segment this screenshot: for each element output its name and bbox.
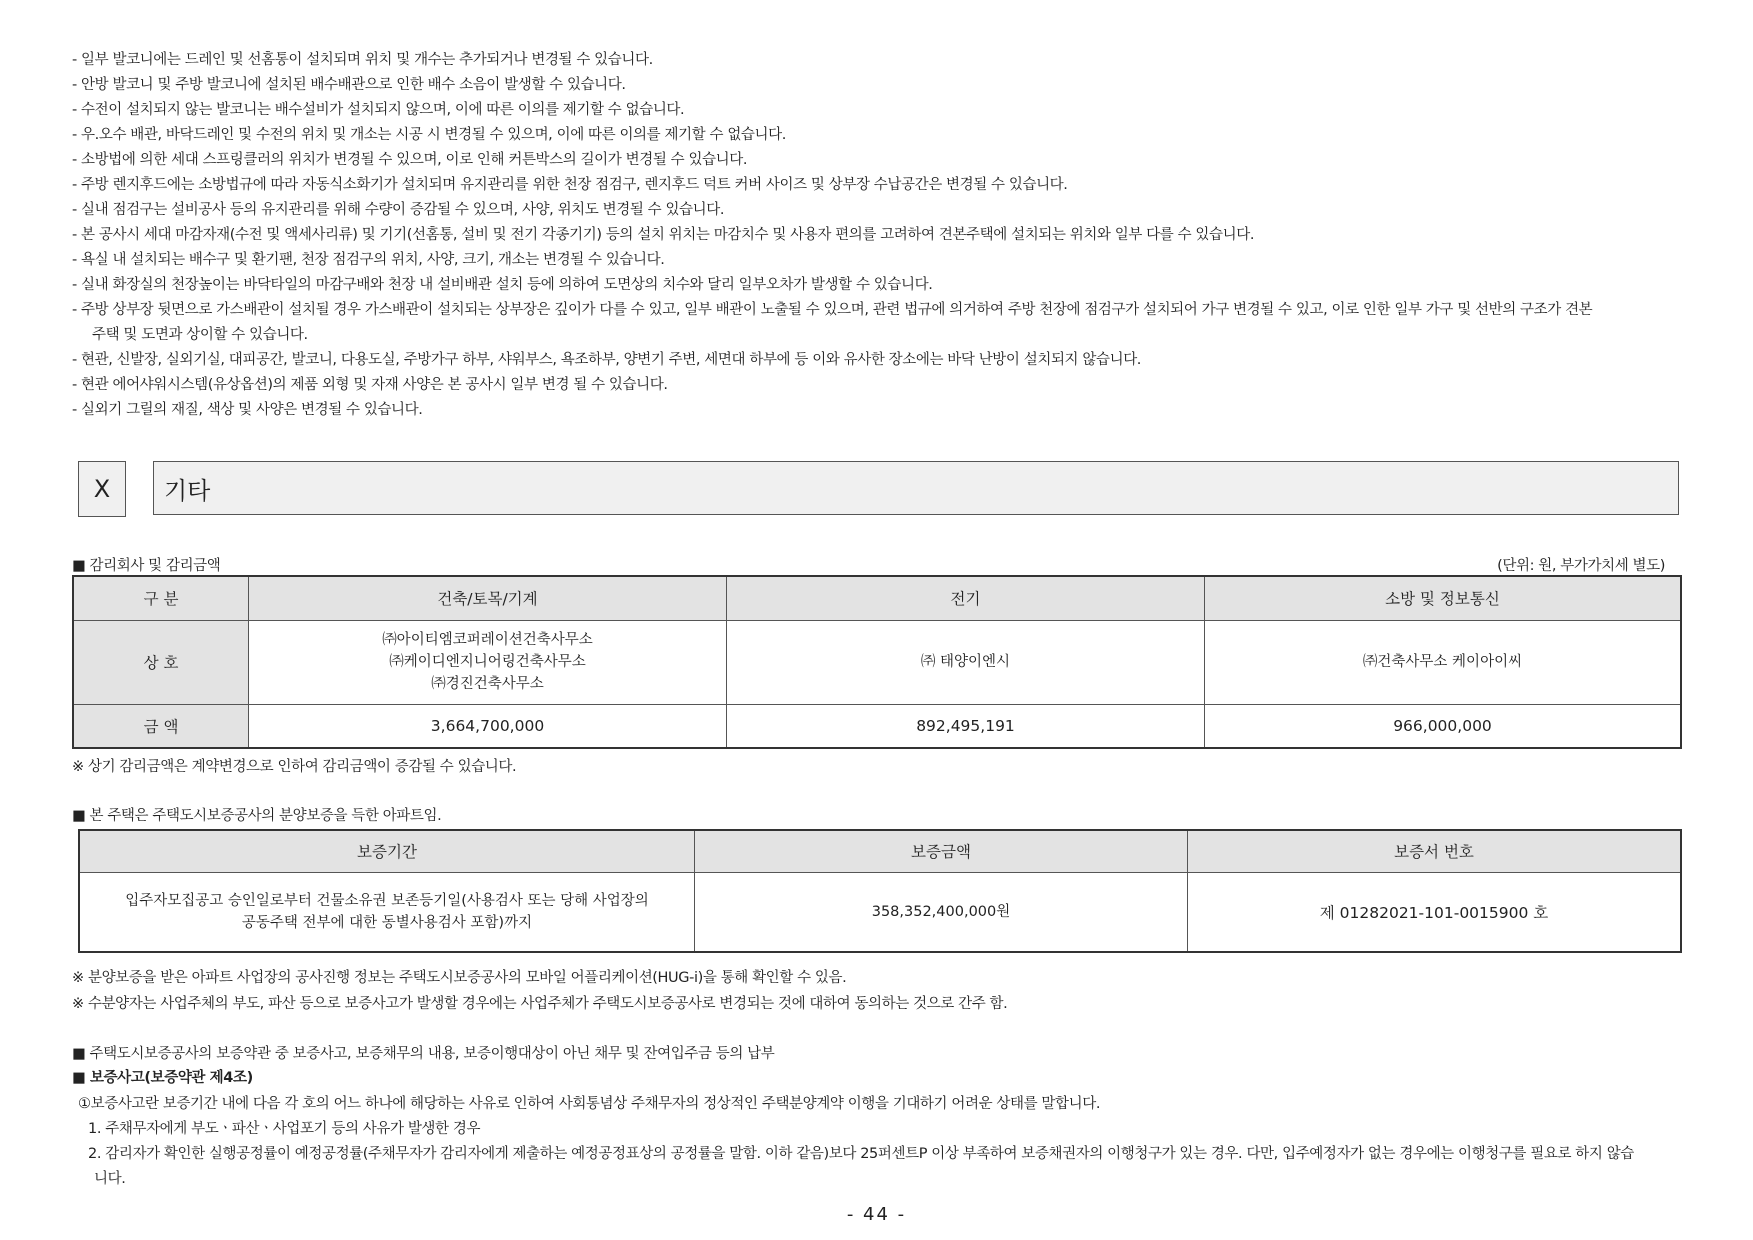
section-number: Ⅹ bbox=[78, 461, 126, 517]
amount-cell: 966,000,000 bbox=[1205, 704, 1682, 748]
company-name: ㈜아이티엠코퍼레이션건축사무소 bbox=[382, 632, 593, 648]
col-header: 보증금액 bbox=[695, 830, 1188, 872]
note-line: - 주방 상부장 뒷면으로 가스배관이 설치될 경우 가스배관이 설치되는 상부장은 깊이가 다를 수 있고, 일부 배관이 노출될 수 있으며, 관련 법규에 의거하여 주방 천장에 점검구가 설치되어 가구 변경될 수 있고, 이로 인한 일부 가구 및 선반의 구조가 견본 bbox=[72, 302, 1593, 318]
supervision-table bbox=[72, 575, 1682, 749]
row-label: 상 호 bbox=[73, 620, 249, 704]
col-header: 구 분 bbox=[73, 576, 249, 620]
company-cell bbox=[727, 620, 1205, 704]
note-line: - 현관 에어샤워시스템(유상옵션)의 제품 외형 및 자재 사양은 본 공사시 일부 변경 될 수 있습니다. bbox=[72, 377, 668, 393]
company-name: ㈜케이디엔지니어링건축사무소 bbox=[389, 654, 586, 670]
table-row bbox=[79, 872, 1681, 952]
col-header: 보증서 번호 bbox=[1188, 830, 1682, 872]
amount-cell: 358,352,400,000원 bbox=[695, 872, 1188, 952]
terms-line: 니다. bbox=[94, 1171, 126, 1187]
row-label: 금 액 bbox=[73, 704, 249, 748]
note-line: - 현관, 신발장, 실외기실, 대피공간, 발코니, 다용도실, 주방가구 하부, 샤워부스, 욕조하부, 양변기 주변, 세면대 하부에 등 이와 유사한 장소에는 바닥 난방이 설치되지 않습니다. bbox=[72, 352, 1142, 368]
terms-line: 1. 주채무자에게 부도ㆍ파산ㆍ사업포기 등의 사유가 발생한 경우 bbox=[88, 1121, 481, 1137]
unit-note: (단위: 원, 부가가치세 별도) bbox=[1497, 558, 1665, 574]
company-cell bbox=[1205, 620, 1682, 704]
cert-number-cell: 제 01282021-101-0015900 호 bbox=[1188, 872, 1682, 952]
amount-cell: 892,495,191 bbox=[727, 704, 1205, 748]
note-line: - 주방 렌지후드에는 소방법규에 따라 자동식소화기가 설치되며 유지관리를 위한 천장 점검구, 렌지후드 덕트 커버 사이즈 및 상부장 수납공간은 변경될 수 있습니다. bbox=[72, 177, 1068, 193]
note-line: - 안방 발코니 및 주방 발코니에 설치된 배수배관으로 인한 배수 소음이 발생할 수 있습니다. bbox=[72, 77, 626, 93]
supervision-caption: ■ 감리회사 및 감리금액 bbox=[72, 558, 221, 574]
col-header: 전기 bbox=[727, 576, 1205, 620]
guarantee-note: ※ 분양보증을 받은 아파트 사업장의 공사진행 정보는 주택도시보증공사의 모바일 어플리케이션(HUG-i)을 통해 확인할 수 있음. bbox=[72, 970, 847, 986]
terms-line: ①보증사고란 보증기간 내에 다음 각 호의 어느 하나에 해당하는 사유로 인하여 사회통념상 주채무자의 정상적인 주택분양계약 이행을 기대하기 어려운 상태를 말합니다. bbox=[78, 1096, 1101, 1112]
table-row bbox=[73, 620, 1681, 704]
terms-subheading: ■ 보증사고(보증약관 제4조) bbox=[72, 1070, 253, 1086]
table-header-row bbox=[79, 830, 1681, 872]
guarantee-note: ※ 수분양자는 사업주체의 부도, 파산 등으로 보증사고가 발생할 경우에는 사업주체가 주택도시보증공사로 변경되는 것에 대하여 동의하는 것으로 간주 함. bbox=[72, 996, 1008, 1012]
company-name: ㈜경진건축사무소 bbox=[431, 676, 544, 692]
col-header: 보증기간 bbox=[79, 830, 695, 872]
section-header bbox=[78, 461, 1682, 517]
period-line: 입주자모집공고 승인일로부터 건물소유권 보존등기일(사용검사 또는 당해 사업장의 bbox=[125, 892, 649, 909]
note-line: - 욕실 내 설치되는 배수구 및 환기팬, 천장 점검구의 위치, 사양, 크기, 개소는 변경될 수 있습니다. bbox=[72, 252, 665, 268]
note-line: 주택 및 도면과 상이할 수 있습니다. bbox=[92, 327, 308, 343]
note-line: - 본 공사시 세대 마감자재(수전 및 액세사리류) 및 기기(선홈통, 설비 및 전기 각종기기) 등의 설치 위치는 마감치수 및 사용자 편의를 고려하여 견본주택에 설치되는 위치와 일부 다를 수 있습니다. bbox=[72, 227, 1255, 243]
table-row bbox=[73, 704, 1681, 748]
note-line: - 일부 발코니에는 드레인 및 선홈통이 설치되며 위치 및 개수는 추가되거나 변경될 수 있습니다. bbox=[72, 52, 653, 68]
note-line: - 수전이 설치되지 않는 발코니는 배수설비가 설치되지 않으며, 이에 따른 이의를 제기할 수 없습니다. bbox=[72, 102, 685, 118]
guarantee-table bbox=[78, 829, 1682, 953]
note-line: - 실내 점검구는 설비공사 등의 유지관리를 위해 수량이 증감될 수 있으며, 사양, 위치도 변경될 수 있습니다. bbox=[72, 202, 725, 218]
period-line: 공동주택 전부에 대한 동별사용검사 포함)까지 bbox=[241, 914, 533, 931]
col-header: 소방 및 정보통신 bbox=[1205, 576, 1682, 620]
note-line: - 실내 화장실의 천장높이는 바닥타일의 마감구배와 천장 내 설비배관 설치 등에 의하여 도면상의 치수와 달리 일부오차가 발생할 수 있습니다. bbox=[72, 277, 933, 293]
supervision-note: ※ 상기 감리금액은 계약변경으로 인하여 감리금액이 증감될 수 있습니다. bbox=[72, 759, 517, 775]
company-name: ㈜건축사무소 케이아이씨 bbox=[1362, 654, 1523, 670]
terms-heading: ■ 주택도시보증공사의 보증약관 중 보증사고, 보증채무의 내용, 보증이행대상이 아닌 채무 및 잔여입주금 등의 납부 bbox=[72, 1046, 775, 1062]
section-title: 기타 bbox=[153, 461, 1679, 515]
col-header: 건축/토목/기계 bbox=[249, 576, 727, 620]
terms-line: 2. 감리자가 확인한 실행공정률이 예정공정률(주채무자가 감리자에게 제출하는 예정공정표상의 공정률을 말함. 이하 같음)보다 25퍼센트P 이상 부족하여 보증채권자의 이행청구가 있는 경우. 다만, 입주예정자가 없는 경우에는 이행청구를 필요로 하지 않습 bbox=[88, 1146, 1634, 1162]
note-line: - 실외기 그릴의 재질, 색상 및 사양은 변경될 수 있습니다. bbox=[72, 402, 423, 418]
amount-cell: 3,664,700,000 bbox=[249, 704, 727, 748]
company-cell bbox=[249, 620, 727, 704]
note-line: - 소방법에 의한 세대 스프링클러의 위치가 변경될 수 있으며, 이로 인해 커튼박스의 길이가 변경될 수 있습니다. bbox=[72, 152, 748, 168]
period-cell bbox=[79, 872, 695, 952]
company-name: ㈜ 태양이엔시 bbox=[920, 654, 1011, 670]
note-line: - 우.오수 배관, 바닥드레인 및 수전의 위치 및 개소는 시공 시 변경될 수 있으며, 이에 따른 이의를 제기할 수 없습니다. bbox=[72, 127, 786, 143]
notes-list bbox=[72, 48, 1712, 423]
table-header-row bbox=[73, 576, 1681, 620]
page-number: - 44 - bbox=[846, 1204, 907, 1225]
guarantee-caption: ■ 본 주택은 주택도시보증공사의 분양보증을 득한 아파트임. bbox=[72, 808, 442, 824]
